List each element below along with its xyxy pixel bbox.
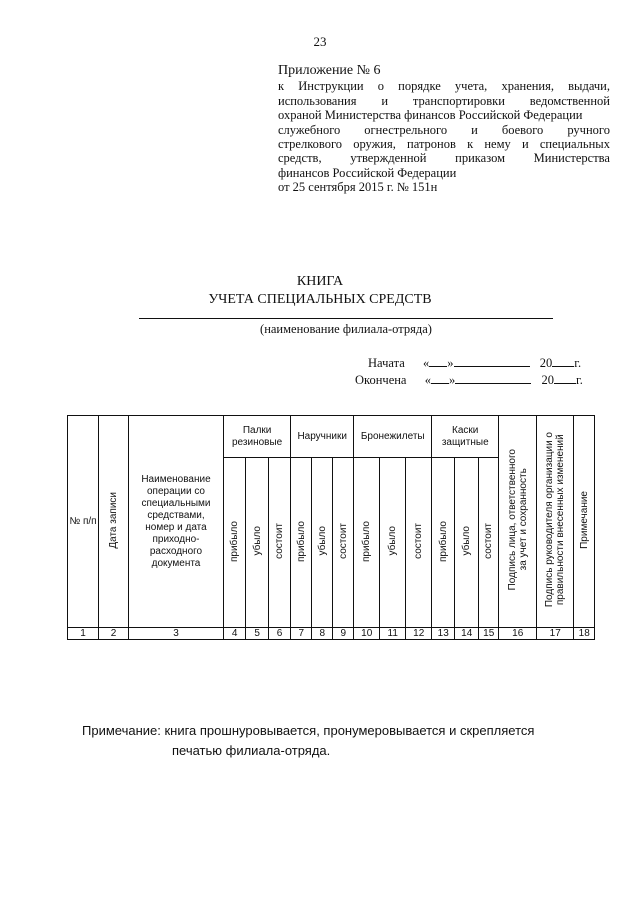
column-number-cell: 6: [268, 628, 290, 640]
appendix-word: средств,: [278, 151, 322, 166]
appendix-word: выдачи,: [568, 79, 610, 94]
appendix-word: утвержденной: [350, 151, 427, 166]
appendix-block: [278, 64, 610, 195]
sub-header-departed: убыло: [312, 458, 333, 628]
appendix-line: [278, 180, 610, 194]
appendix-line: [278, 108, 610, 122]
day-blank: [429, 355, 447, 367]
year-suffix: г.: [575, 373, 583, 387]
appendix-word: Инструкции: [298, 79, 364, 94]
page-number: 23: [313, 34, 327, 49]
month-blank: [454, 355, 530, 367]
appendix-line: [278, 166, 610, 180]
column-number-cell: 7: [291, 628, 312, 640]
year-prefix: 20: [539, 356, 553, 370]
appendix-word: оружия,: [353, 137, 396, 152]
column-number-cell: 3: [129, 628, 224, 640]
appendix-word: служебного: [278, 122, 341, 137]
sub-header-balance: состоит: [333, 458, 354, 628]
appendix-word: о: [377, 79, 384, 94]
column-number-cell: 10: [354, 628, 380, 640]
appendix-line: [278, 137, 610, 151]
appendix-line: [278, 151, 610, 165]
column-number-cell: 12: [406, 628, 432, 640]
column-number-cell: 5: [246, 628, 268, 640]
column-number-cell: 15: [479, 628, 499, 640]
sub-header-arrived: прибыло: [224, 458, 246, 628]
column-number-cell: 14: [455, 628, 479, 640]
footer-note: [82, 721, 602, 761]
appendix-word: охраной Министерства финансов Российской Федерации: [278, 108, 583, 123]
appendix-word: хранения,: [501, 79, 554, 94]
appendix-word: финансов Российской Федерации: [278, 165, 457, 180]
sub-header-departed: убыло: [455, 458, 479, 628]
year-blank: [552, 355, 574, 367]
close-quote: »: [448, 373, 456, 387]
appendix-word: и: [521, 137, 529, 152]
col-number-header: № п/п: [68, 416, 99, 628]
year-prefix: 20: [541, 373, 554, 387]
appendix-word: приказом: [455, 151, 505, 166]
appendix-word: боевого: [501, 122, 544, 137]
appendix-word: ведомственной: [529, 93, 610, 108]
note-line-1: Примечание: книга прошнуровывается, пронумеровывается и скрепляется: [82, 723, 535, 738]
appendix-text: [278, 79, 610, 194]
appendix-word: порядке: [398, 79, 441, 94]
col-head-signature-header: Подпись руководителя организации о правильности внесенных изменений: [537, 416, 574, 628]
col-date-header: Дата записи: [99, 416, 129, 628]
document-title: КНИГА: [296, 274, 344, 289]
column-number-cell: 9: [333, 628, 354, 640]
column-number-cell: 18: [574, 628, 595, 640]
column-number-row: [68, 628, 595, 640]
branch-name-line: [139, 318, 553, 319]
group-header: Каски защитные: [432, 416, 499, 458]
sub-header-arrived: прибыло: [432, 458, 455, 628]
year-blank: [554, 372, 576, 384]
column-number-cell: 16: [499, 628, 537, 640]
sub-header-balance: состоит: [268, 458, 290, 628]
column-number-cell: 4: [224, 628, 246, 640]
appendix-word: транспортировки: [412, 93, 505, 108]
appendix-line: [278, 79, 610, 93]
appendix-word: использования: [278, 93, 357, 108]
sub-header-balance: состоит: [406, 458, 432, 628]
document-subtitle: УЧЕТА СПЕЦИАЛЬНЫХ СРЕДСТВ: [208, 292, 432, 307]
column-number-cell: 2: [99, 628, 129, 640]
day-blank: [431, 372, 449, 384]
appendix-word: к: [467, 137, 474, 152]
appendix-word: нему: [484, 137, 511, 152]
branch-name-caption: (наименование филиала-отряда): [260, 322, 432, 336]
appendix-heading: Приложение № 6: [278, 63, 381, 78]
year-suffix: г.: [574, 356, 582, 370]
appendix-word: специальных: [539, 137, 610, 152]
appendix-word: ручного: [567, 122, 610, 137]
sub-header-arrived: прибыло: [291, 458, 312, 628]
appendix-word: Министерства: [533, 151, 610, 166]
col-operation-header: Наименование операции со специальными средствами, номер и дата приходно-расходного документа: [129, 416, 224, 628]
column-number-cell: 11: [380, 628, 406, 640]
appendix-word: и: [381, 93, 389, 108]
sub-header-departed: убыло: [246, 458, 268, 628]
ended-label: Окончена: [355, 373, 407, 387]
sub-header-departed: убыло: [380, 458, 406, 628]
column-number-cell: 1: [68, 628, 99, 640]
sub-header-arrived: прибыло: [354, 458, 380, 628]
appendix-word: огнестрельного: [364, 122, 448, 137]
started-row: [368, 355, 581, 371]
group-header: Палки резиновые: [224, 416, 291, 458]
group-header: Бронежилеты: [354, 416, 432, 458]
appendix-word: к: [278, 79, 285, 94]
column-number-cell: 17: [537, 628, 574, 640]
col-signature-header: Подпись лица, ответственного за учет и сохранность: [499, 416, 537, 628]
appendix-word: и: [471, 122, 478, 137]
note-line-2: печатью филиала-отряда.: [172, 743, 331, 758]
group-header: Наручники: [291, 416, 354, 458]
appendix-line: [278, 94, 610, 108]
column-number-cell: 13: [432, 628, 455, 640]
sub-header-balance: состоит: [479, 458, 499, 628]
ended-row: [355, 372, 583, 388]
appendix-word: стрелкового: [278, 137, 343, 152]
appendix-line: [278, 123, 610, 137]
register-table: [67, 415, 595, 640]
open-quote: «: [424, 373, 431, 387]
column-number-cell: 8: [312, 628, 333, 640]
appendix-word: учета,: [454, 79, 488, 94]
appendix-word: от 25 сентября 2015 г. № 151н: [278, 180, 438, 195]
month-blank: [455, 372, 531, 384]
started-label: Начата: [368, 356, 405, 370]
open-quote: «: [423, 356, 430, 370]
close-quote: »: [447, 356, 454, 370]
appendix-word: патронов: [407, 137, 456, 152]
col-note-header: Примечание: [574, 416, 595, 628]
